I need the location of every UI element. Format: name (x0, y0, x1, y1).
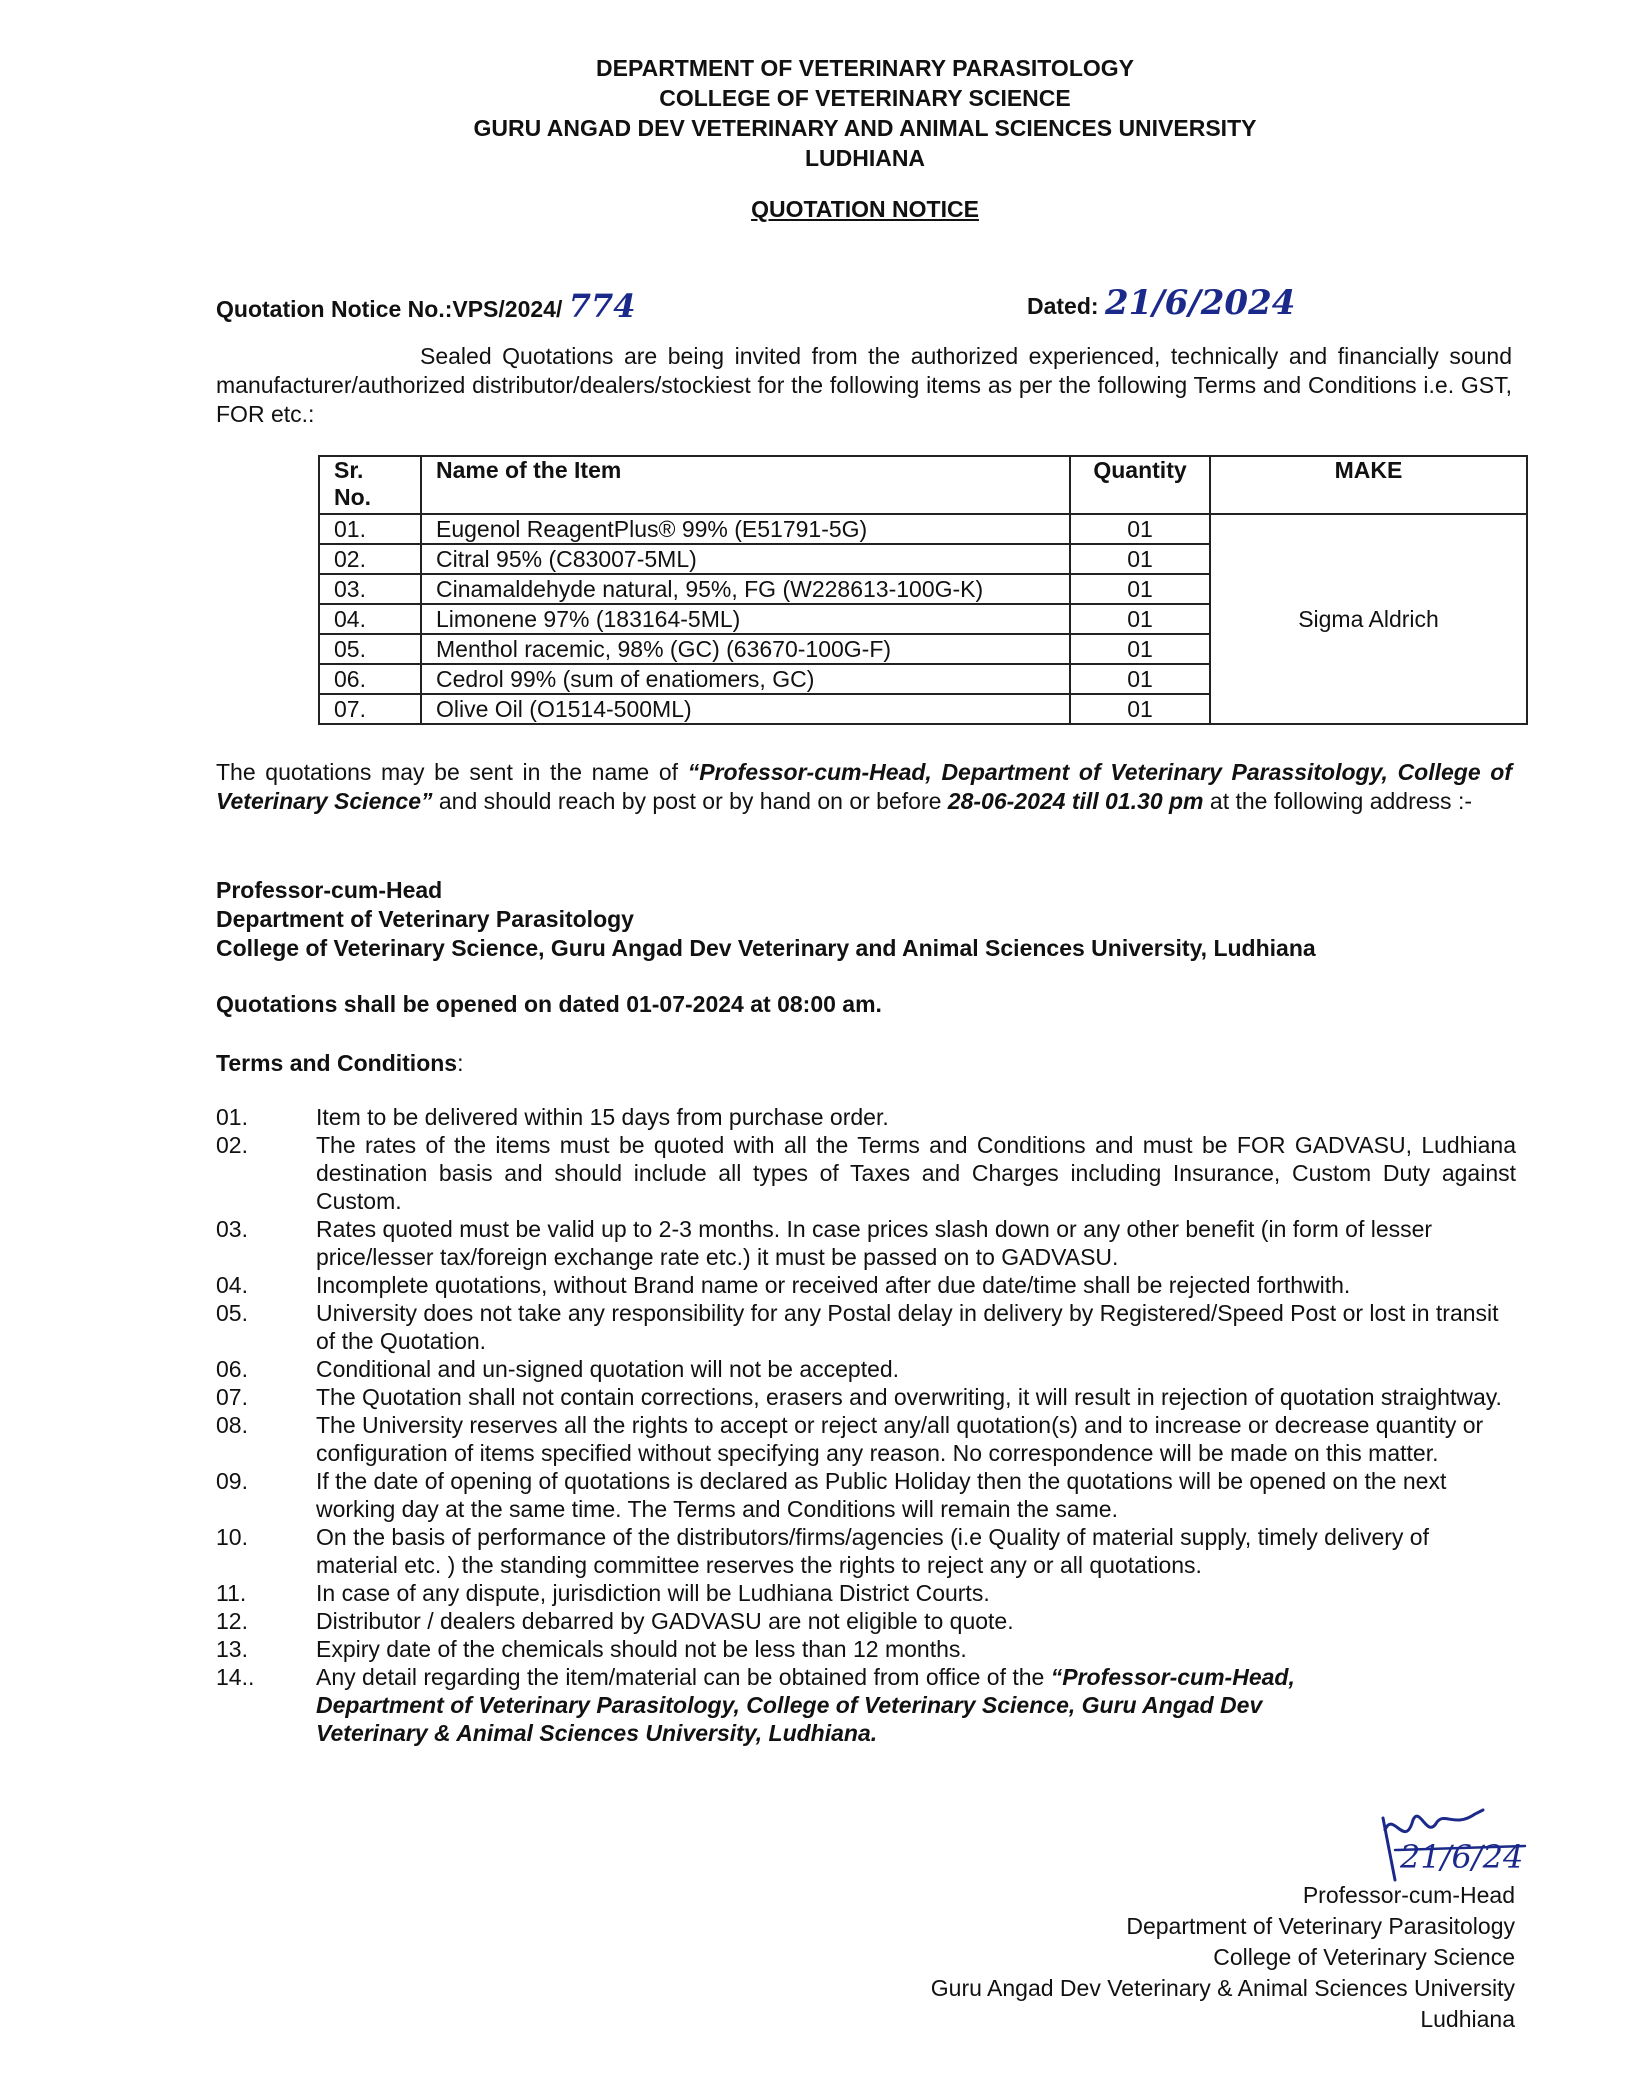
terms-heading-colon: : (457, 1050, 464, 1076)
row-quantity: 01 (1070, 634, 1210, 664)
submission-deadline: 28-06-2024 till 01.30 pm (947, 788, 1204, 814)
term14-bold: “Professor-cum-Head, Department of Veterinary Parasitology, College of Veterinary Science, Guru Angad Dev Veterinary & Animal Sciences University, Ludhiana. (316, 1664, 1295, 1746)
term-number: 07. (216, 1384, 248, 1410)
notice-date (1027, 283, 1295, 323)
term-text: Rates quoted must be valid up to 2-3 months. In case prices slash down or any other benefit (in form of lesser price/lesser tax/foreign exchange rate etc.) it must be passed on to GADVASU. (316, 1216, 1433, 1270)
term-text: The University reserves all the rights to accept or reject any/all quotation(s) and to increase or decrease quantity or configuration of items specified without specifying any reason. No correspondence will be made on this matter. (316, 1412, 1484, 1466)
row-item-name: Limonene 97% (183164-5ML) (421, 604, 1070, 634)
term-number: 12. (216, 1608, 248, 1634)
row-quantity: 01 (1070, 604, 1210, 634)
term-text: On the basis of performance of the distributors/firms/agencies (i.e Quality of material supply, timely delivery of material etc. ) the standing committee reserves the rights to reject any or all quotations. (316, 1524, 1429, 1578)
row-sr: 05. (319, 634, 421, 664)
list-item (216, 1663, 1516, 1747)
submission-text-2: and should reach by post or by hand on or before (432, 788, 948, 814)
term-text: Distributor / dealers debarred by GADVASU are not eligible to quote. (316, 1608, 1014, 1634)
row-sr: 06. (319, 664, 421, 694)
list-item (216, 1523, 1516, 1579)
address-line-3: College of Veterinary Science, Guru Angad Dev Veterinary and Animal Sciences University, Ludhiana (216, 935, 1316, 961)
signature-line-1: Professor-cum-Head (1302, 1882, 1515, 1908)
list-item (216, 1579, 1516, 1607)
row-sr: 07. (319, 694, 421, 724)
letterhead-department: DEPARTMENT OF VETERINARY PARASITOLOGY (596, 55, 1134, 81)
term-number: 10. (216, 1524, 248, 1550)
row-item-name: Olive Oil (O1514-500ML) (421, 694, 1070, 724)
term-text: If the date of opening of quotations is declared as Public Holiday then the quotations will be opened on the next working day at the same time. The Terms and Conditions will remain the same. (316, 1468, 1447, 1522)
signature-date-handwritten: 21/6/24 (1400, 1838, 1524, 1876)
row-sr: 04. (319, 604, 421, 634)
row-quantity: 01 (1070, 694, 1210, 724)
letterhead-university: GURU ANGAD DEV VETERINARY AND ANIMAL SCIENCES UNIVERSITY (473, 115, 1257, 141)
items-table (318, 455, 1528, 725)
row-quantity: 01 (1070, 664, 1210, 694)
term-text: University does not take any responsibility for any Postal delay in delivery by Registered/Speed Post or lost in transit of the Quotation. (316, 1300, 1499, 1354)
address-line-1: Professor-cum-Head (216, 877, 443, 903)
submission-text-1: The quotations may be sent in the name of (216, 759, 688, 785)
term14-plain: Any detail regarding the item/material can be obtained from office of the (316, 1664, 1051, 1690)
table-row (319, 514, 1527, 544)
list-item (216, 1103, 1516, 1131)
items-table-header (319, 456, 1527, 514)
header-item-name: Name of the Item (421, 456, 1070, 514)
submission-addressee: “Professor-cum-Head, Department of Veterinary Parassitology, College of Veterinary Science” (216, 759, 1512, 814)
term-number: 13. (216, 1636, 248, 1662)
opening-notice: Quotations shall be opened on dated 01-07-2024 at 08:00 am. (216, 991, 882, 1017)
term-text: The rates of the items must be quoted with all the Terms and Conditions and must be FOR GADVASU, Ludhiana destination basis and should include all types of Taxes and Charges including Insurance, Custom Duty against Custom. (316, 1132, 1516, 1214)
intro-paragraph: Sealed Quotations are being invited from the authorized experienced, technically and financially sound manufacturer/authorized distributor/dealers/stockiest for the following items as per the following Terms and Conditions i.e. GST, FOR etc.: (216, 343, 1512, 427)
term-number: 09. (216, 1468, 248, 1494)
list-item (216, 1271, 1516, 1299)
header-make: MAKE (1210, 456, 1527, 514)
signature-line-5: Ludhiana (1420, 2006, 1515, 2032)
list-item (216, 1607, 1516, 1635)
letterhead-college: COLLEGE OF VETERINARY SCIENCE (659, 85, 1071, 111)
notice-number-label: Quotation Notice No.:VPS/2024/ (216, 296, 563, 322)
term-number: 06. (216, 1356, 248, 1382)
list-item (216, 1411, 1516, 1467)
row-quantity: 01 (1070, 514, 1210, 544)
term-text: Expiry date of the chemicals should not be less than 12 months. (316, 1636, 967, 1662)
row-sr: 02. (319, 544, 421, 574)
submission-paragraph (216, 758, 1512, 816)
row-sr: 03. (319, 574, 421, 604)
row-item-name: Cedrol 99% (sum of enatiomers, GC) (421, 664, 1070, 694)
list-item (216, 1131, 1516, 1215)
term-text: In case of any dispute, jurisdiction will be Ludhiana District Courts. (316, 1580, 990, 1606)
term-number: 02. (216, 1132, 248, 1158)
letterhead (0, 53, 1639, 173)
term-text (316, 1663, 1516, 1747)
row-item-name: Citral 95% (C83007-5ML) (421, 544, 1070, 574)
header-quantity: Quantity (1070, 456, 1210, 514)
row-quantity: 01 (1070, 544, 1210, 574)
terms-heading-label: Terms and Conditions (216, 1050, 458, 1076)
list-item (216, 1635, 1516, 1663)
term-number: 05. (216, 1300, 248, 1326)
notice-date-label: Dated: (1027, 293, 1099, 319)
term-number: 01. (216, 1104, 248, 1130)
term-number: 04. (216, 1272, 248, 1298)
term-text: Incomplete quotations, without Brand name or received after due date/time shall be rejected forthwith. (316, 1272, 1351, 1298)
signature-line-3: College of Veterinary Science (1213, 1944, 1515, 1970)
term-number: 14.. (216, 1664, 255, 1690)
term-text: Conditional and un-signed quotation will not be accepted. (316, 1356, 900, 1382)
list-item (216, 1355, 1516, 1383)
term-text: Item to be delivered within 15 days from purchase order. (316, 1104, 889, 1130)
row-item-name: Eugenol ReagentPlus® 99% (E51791-5G) (421, 514, 1070, 544)
make-cell: Sigma Aldrich (1210, 514, 1527, 724)
row-quantity: 01 (1070, 574, 1210, 604)
mailing-address (216, 876, 1316, 963)
list-item (216, 1299, 1516, 1355)
notice-date-handwritten: 21/6/2024 (1104, 283, 1296, 323)
row-item-name: Menthol racemic, 98% (GC) (63670-100G-F) (421, 634, 1070, 664)
signature-line-2: Department of Veterinary Parasitology (1126, 1913, 1515, 1939)
submission-text-3: at the following address :- (1203, 788, 1472, 814)
term-text: The Quotation shall not contain corrections, erasers and overwriting, it will result in rejection of quotation straightway. (316, 1384, 1502, 1410)
address-line-2: Department of Veterinary Parasitology (216, 906, 634, 932)
term-number: 08. (216, 1412, 248, 1438)
signature-block (931, 1880, 1515, 2035)
row-sr: 01. (319, 514, 421, 544)
list-item (216, 1467, 1516, 1523)
term-number: 03. (216, 1216, 248, 1242)
terms-heading (216, 1050, 463, 1077)
list-item (216, 1383, 1516, 1411)
term-number: 11. (216, 1580, 247, 1606)
header-sr-no: Sr. No. (319, 456, 421, 514)
page-title: QUOTATION NOTICE (751, 196, 979, 222)
letterhead-city: LUDHIANA (804, 145, 926, 171)
terms-list (216, 1103, 1516, 1747)
notice-number-handwritten: 774 (568, 287, 636, 325)
row-item-name: Cinamaldehyde natural, 95%, FG (W228613-100G-K) (421, 574, 1070, 604)
signature-line-4: Guru Angad Dev Veterinary & Animal Sciences University (930, 1975, 1515, 2001)
list-item (216, 1215, 1516, 1271)
notice-number (216, 287, 636, 325)
